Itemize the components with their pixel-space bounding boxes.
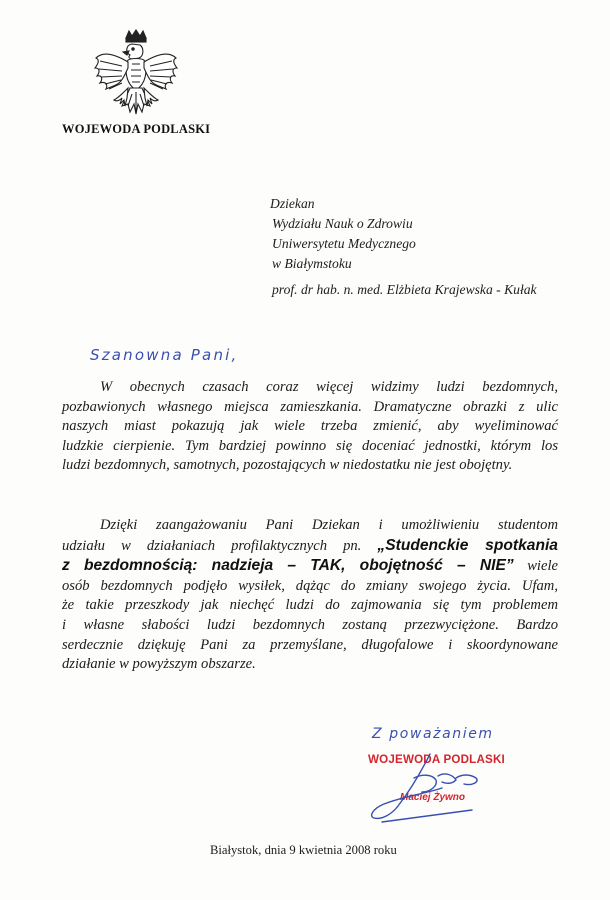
body-line xyxy=(62,536,558,557)
body-line: Dzięki zaangażowaniu Pani Dziekan i umożliwieniu studentom xyxy=(100,517,558,533)
address-line: Uniwersytetu Medycznego xyxy=(272,236,416,251)
closing-text: Z poważaniem xyxy=(372,726,494,742)
stamp-title: WOJEWODA PODLASKI xyxy=(368,753,505,766)
body-paragraph-2 xyxy=(62,516,558,675)
body-line: serdecznie dziękuję Pani za przemyślane, długofalowe i skoordynowane xyxy=(62,636,558,653)
body-line: że takie przeszkody jak niechęć ludzi do zajmowania się tym problemem xyxy=(62,597,558,614)
issuer-title: WOJEWODA PODLASKI xyxy=(62,122,211,136)
body-line xyxy=(62,556,558,577)
address-line: w Białymstoku xyxy=(272,256,352,271)
body-line: działanie w powyższym obszarze. xyxy=(62,656,256,673)
body-text-fragment: wiele xyxy=(527,558,559,575)
body-paragraph-1 xyxy=(62,378,558,476)
address-line: prof. dr hab. n. med. Elżbieta Krajewska - Kułak xyxy=(272,282,537,297)
body-line: ludzkie cierpienie. Tym bardziej powinno się doceniać jednostki, którym los xyxy=(62,437,558,454)
handwritten-signature-icon xyxy=(352,748,502,828)
body-line: pozbawionych własnego miejsca zamieszkania. Dramatyczne obrazki z ulic xyxy=(62,398,558,415)
body-line: naszych miast pokazują jak wiele trzeba zmienić, aby wyeliminować xyxy=(62,418,558,435)
body-line: osób bezdomnych podjęło wysiłek, dążąc do zmiany swojego życia. Ufam, xyxy=(62,577,558,594)
address-line: Dziekan xyxy=(270,196,315,211)
salutation-text: Szanowna Pani, xyxy=(90,346,239,364)
polish-eagle-emblem-icon xyxy=(92,28,180,126)
body-line: i własne słabości ludzi bezdomnych zostaną przezwyciężone. Bardzo xyxy=(62,616,558,633)
address-line: Wydziału Nauk o Zdrowiu xyxy=(272,216,413,231)
body-text-fragment: udziału w działaniach profilaktycznych pn. xyxy=(62,537,362,554)
campaign-title-part1: „Studenckie spotkania xyxy=(377,536,558,554)
body-line: ludzi bezdomnych, samotnych, pozostających w niedostatku nie jest obojętny. xyxy=(62,457,513,474)
addressee-block xyxy=(270,194,600,300)
campaign-title-part2: z bezdomnością: nadzieja – TAK, obojętność – NIE” xyxy=(62,557,514,575)
place-and-date: Białystok, dnia 9 kwietnia 2008 roku xyxy=(210,843,397,857)
salutation-handwriting xyxy=(88,340,308,368)
body-line: W obecnych czasach coraz więcej widzimy ludzi bezdomnych, xyxy=(100,379,558,395)
stamp-name: Maciej Żywno xyxy=(400,792,466,803)
